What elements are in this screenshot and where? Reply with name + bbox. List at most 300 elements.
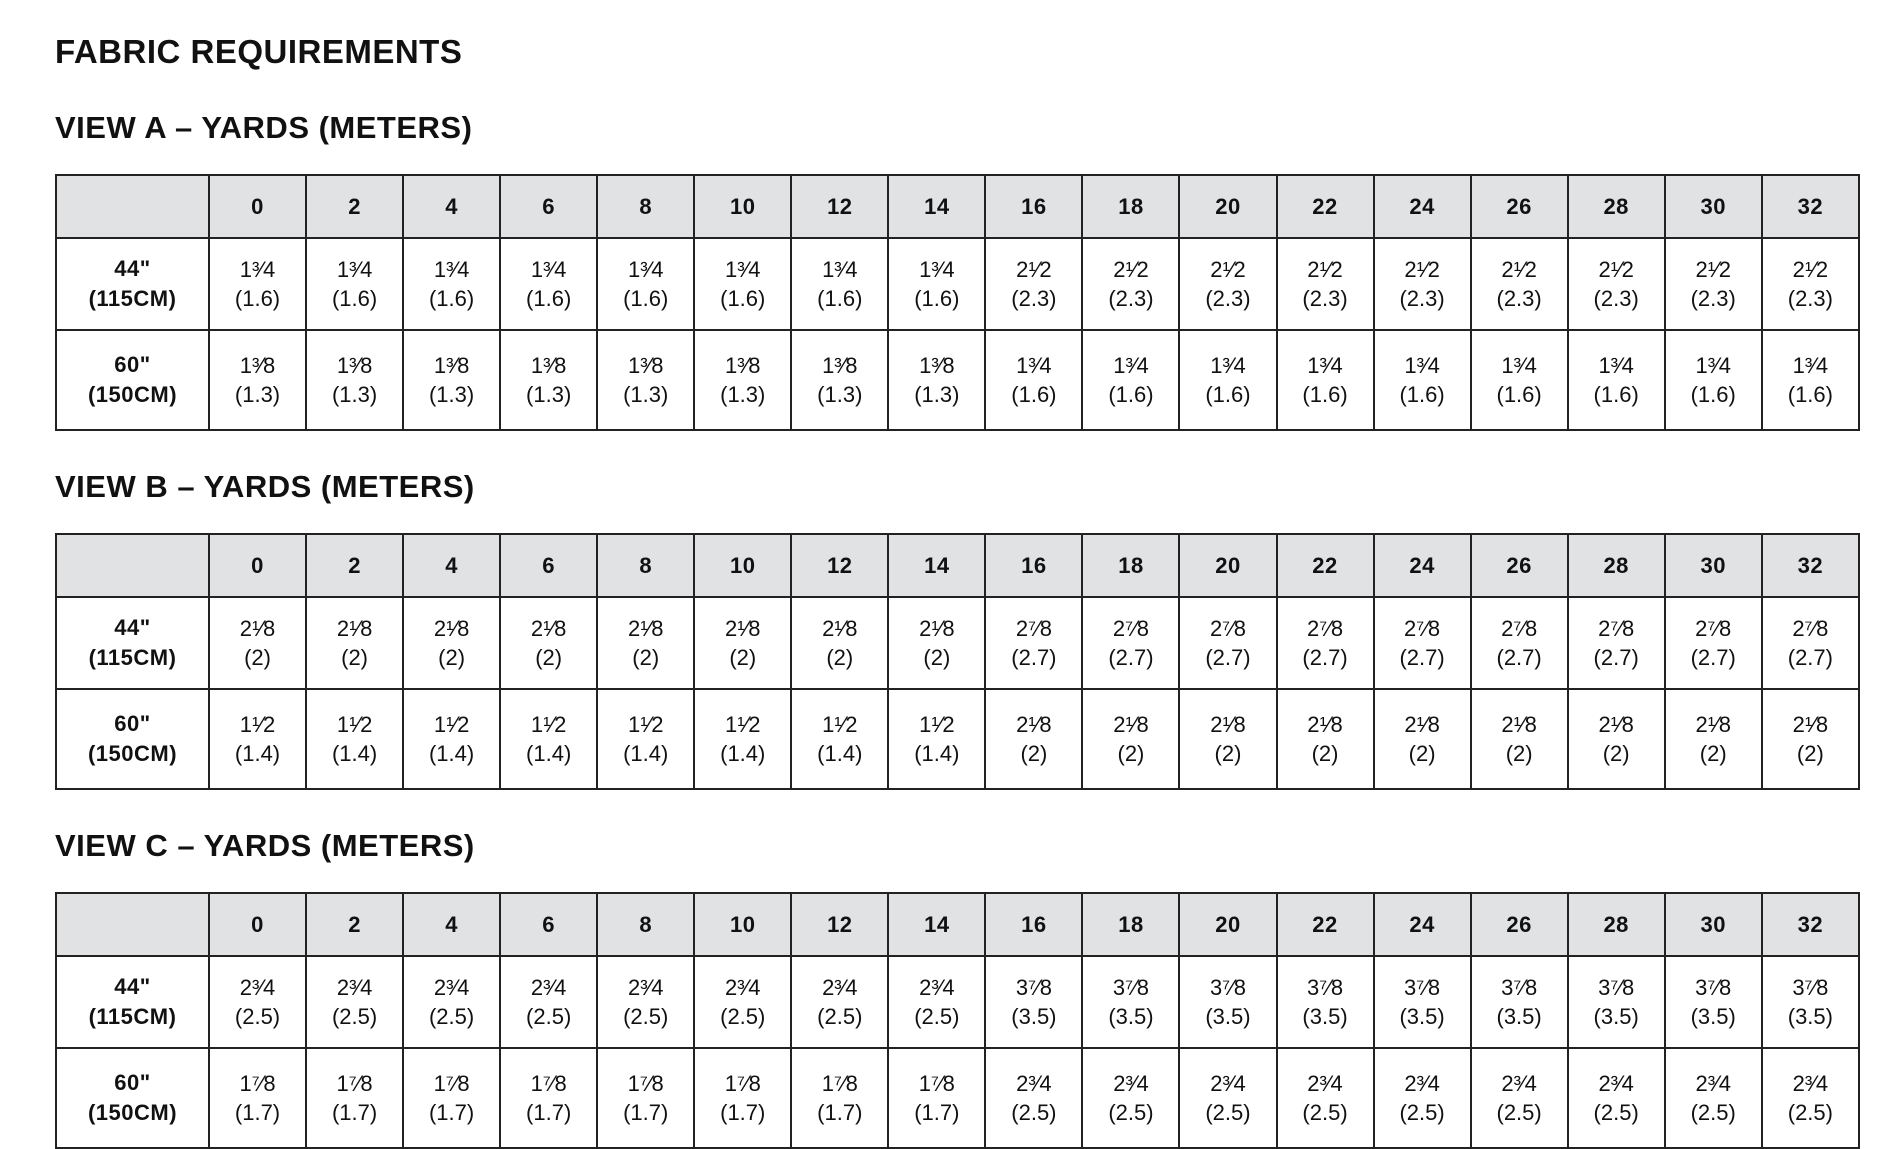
table-cell — [694, 238, 791, 330]
size-header: 14 — [888, 893, 985, 956]
table-cell — [985, 597, 1082, 689]
meters-value: (2) — [438, 645, 466, 670]
yards-value: 2¹⁄8 — [239, 616, 276, 641]
yards-value: 2³⁄4 — [1113, 1071, 1149, 1096]
table-cell — [1082, 956, 1179, 1048]
size-header: 30 — [1665, 175, 1762, 238]
yards-value: 1³⁄4 — [725, 257, 761, 282]
yards-value: 2¹⁄8 — [919, 616, 955, 641]
meters-value: (2) — [729, 645, 757, 670]
yards-value: 1³⁄4 — [336, 257, 373, 282]
page-title: FABRIC REQUIREMENTS — [55, 33, 463, 70]
size-header: 18 — [1082, 175, 1179, 238]
yards-value: 2³⁄4 — [239, 975, 276, 1000]
size-header: 0 — [209, 893, 306, 956]
meters-value: (2) — [1505, 741, 1533, 766]
width-cm: (150CM) — [87, 741, 178, 766]
meters-value: (1.3) — [817, 382, 863, 407]
meters-value: (1.6) — [623, 286, 669, 311]
yards-value: 1³⁄4 — [822, 257, 858, 282]
yards-value: 1³⁄4 — [433, 257, 470, 282]
meters-value: (2.5) — [817, 1004, 863, 1029]
meters-value: (2.7) — [1690, 645, 1736, 670]
yards-value: 2³⁄4 — [1016, 1071, 1052, 1096]
meters-value: (3.5) — [1108, 1004, 1154, 1029]
yards-value: 2³⁄4 — [1598, 1071, 1634, 1096]
meters-value: (2.3) — [1011, 286, 1057, 311]
table-cell — [1082, 238, 1179, 330]
yards-value: 1³⁄4 — [1501, 353, 1537, 378]
width-cm: (150CM) — [87, 1100, 178, 1125]
width-inches: 60" — [114, 711, 151, 736]
meters-value: (1.3) — [428, 382, 475, 407]
table-cell — [209, 1048, 306, 1148]
table-cell — [306, 597, 403, 689]
size-header: 26 — [1471, 175, 1568, 238]
size-header: 10 — [694, 893, 791, 956]
yards-value: 2⁷⁄8 — [1792, 616, 1829, 641]
table-cell — [985, 330, 1082, 430]
size-header: 20 — [1179, 534, 1276, 597]
size-header: 10 — [694, 534, 791, 597]
yards-value: 3⁷⁄8 — [1306, 975, 1344, 1000]
fabric-width-label — [56, 1048, 209, 1148]
size-header: 32 — [1762, 534, 1859, 597]
view-section — [55, 826, 1860, 1149]
meters-value: (1.4) — [428, 741, 475, 766]
size-header: 2 — [306, 534, 403, 597]
meters-value: (1.3) — [331, 382, 378, 407]
meters-value: (2.5) — [1399, 1100, 1445, 1125]
yards-value: 2⁷⁄8 — [1306, 616, 1344, 641]
size-header: 20 — [1179, 175, 1276, 238]
width-cm: (115CM) — [88, 645, 177, 670]
yards-value: 1⁷⁄8 — [239, 1071, 276, 1096]
yards-value: 1⁷⁄8 — [627, 1071, 664, 1096]
table-cell — [1082, 689, 1179, 789]
table-cell — [694, 689, 791, 789]
yards-value: 2³⁄4 — [1792, 1071, 1829, 1096]
yards-value: 1¹⁄2 — [627, 712, 664, 737]
yards-value: 2⁷⁄8 — [1404, 616, 1441, 641]
meters-value: (1.7) — [234, 1100, 281, 1125]
fabric-requirements-page — [55, 30, 1860, 1149]
yards-value: 2¹⁄2 — [1113, 257, 1149, 282]
yards-value: 2¹⁄8 — [1792, 712, 1829, 737]
table-cell — [403, 956, 500, 1048]
table-cell — [1471, 1048, 1568, 1148]
size-header: 28 — [1568, 175, 1665, 238]
yards-value: 2¹⁄8 — [1210, 712, 1246, 737]
table-cell — [1471, 597, 1568, 689]
yards-value: 1³⁄4 — [1598, 353, 1634, 378]
meters-value: (3.5) — [1787, 1004, 1833, 1029]
view-title: VIEW A – YARDS (METERS) — [55, 110, 473, 145]
meters-value: (3.5) — [1593, 1004, 1639, 1029]
table-row — [56, 1048, 1859, 1148]
table-cell — [985, 956, 1082, 1048]
width-inches: 60" — [114, 352, 151, 377]
yards-value: 2³⁄4 — [1210, 1071, 1246, 1096]
yards-value: 2³⁄4 — [1307, 1071, 1343, 1096]
meters-value: (2.3) — [1302, 286, 1348, 311]
size-header: 12 — [791, 893, 888, 956]
table-cell — [888, 238, 985, 330]
yards-value: 1³⁄4 — [1307, 353, 1343, 378]
view-section — [55, 108, 1860, 431]
view-title: VIEW B – YARDS (METERS) — [55, 469, 475, 504]
table-cell — [1277, 956, 1374, 1048]
table-cell — [1179, 956, 1276, 1048]
table-cell — [500, 597, 597, 689]
meters-value: (3.5) — [1496, 1004, 1542, 1029]
meters-value: (3.5) — [1399, 1004, 1445, 1029]
meters-value: (2) — [1020, 741, 1048, 766]
yards-value: 1⁷⁄8 — [530, 1071, 567, 1096]
meters-value: (2.7) — [1787, 645, 1833, 670]
table-cell — [1471, 238, 1568, 330]
table-cell — [597, 689, 694, 789]
width-cm: (150CM) — [87, 382, 178, 407]
table-row — [56, 597, 1859, 689]
table-cell — [791, 238, 888, 330]
size-header: 4 — [403, 534, 500, 597]
meters-value: (2.5) — [1205, 1100, 1251, 1125]
fabric-width-label — [56, 597, 209, 689]
meters-value: (2) — [244, 645, 271, 670]
table-cell — [1762, 956, 1859, 1048]
meters-value: (2) — [341, 645, 369, 670]
table-cell — [1082, 597, 1179, 689]
fabric-width-label — [56, 689, 209, 789]
table-cell — [1665, 330, 1762, 430]
meters-value: (2) — [1408, 741, 1436, 766]
view-section — [55, 467, 1860, 790]
table-cell — [888, 330, 985, 430]
size-header: 22 — [1277, 175, 1374, 238]
meters-value: (1.6) — [1787, 382, 1833, 407]
table-cell — [597, 330, 694, 430]
yards-value: 2⁷⁄8 — [1501, 616, 1538, 641]
yards-value: 1¹⁄2 — [919, 712, 955, 737]
table-cell — [888, 597, 985, 689]
table-cell — [1665, 238, 1762, 330]
yards-value: 1³⁄8 — [725, 353, 761, 378]
table-cell — [1665, 956, 1762, 1048]
table-cell — [1179, 689, 1276, 789]
size-header-row — [56, 534, 1859, 597]
meters-value: (2.5) — [1690, 1100, 1736, 1125]
yards-value: 2¹⁄2 — [1016, 257, 1052, 282]
yards-value: 2¹⁄8 — [1016, 712, 1052, 737]
table-cell — [888, 1048, 985, 1148]
fabric-table — [55, 174, 1860, 431]
meters-value: (2) — [535, 645, 563, 670]
table-cell — [209, 238, 306, 330]
table-cell — [1762, 689, 1859, 789]
yards-value: 2¹⁄8 — [336, 616, 373, 641]
table-cell — [791, 1048, 888, 1148]
yards-value: 1³⁄4 — [530, 257, 567, 282]
table-cell — [1277, 597, 1374, 689]
meters-value: (2) — [1699, 741, 1727, 766]
yards-value: 1³⁄8 — [433, 353, 470, 378]
meters-value: (2.7) — [1205, 645, 1251, 670]
meters-value: (2.5) — [720, 1004, 766, 1029]
table-cell — [791, 330, 888, 430]
meters-value: (1.6) — [1690, 382, 1736, 407]
meters-value: (2.5) — [1787, 1100, 1833, 1125]
meters-value: (1.7) — [817, 1100, 863, 1125]
meters-value: (2.7) — [1593, 645, 1639, 670]
size-header: 8 — [597, 534, 694, 597]
yards-value: 1³⁄8 — [239, 353, 276, 378]
yards-value: 2⁷⁄8 — [1112, 616, 1149, 641]
meters-value: (1.6) — [817, 286, 863, 311]
meters-value: (3.5) — [1690, 1004, 1736, 1029]
meters-value: (1.6) — [234, 286, 281, 311]
yards-value: 2³⁄4 — [1501, 1071, 1537, 1096]
meters-value: (2.7) — [1302, 645, 1348, 670]
table-cell — [1762, 597, 1859, 689]
meters-value: (2.5) — [914, 1004, 960, 1029]
table-cell — [500, 330, 597, 430]
header-corner-cell — [56, 893, 209, 956]
size-header: 0 — [209, 175, 306, 238]
meters-value: (1.4) — [817, 741, 863, 766]
meters-value: (2.7) — [1011, 645, 1057, 670]
yards-value: 2⁷⁄8 — [1015, 616, 1052, 641]
meters-value: (2.5) — [331, 1004, 378, 1029]
meters-value: (1.7) — [914, 1100, 960, 1125]
meters-value: (2) — [632, 645, 660, 670]
table-cell — [1374, 238, 1471, 330]
table-cell — [1179, 330, 1276, 430]
table-cell — [1568, 238, 1665, 330]
yards-value: 2¹⁄8 — [1598, 712, 1634, 737]
table-cell — [1277, 238, 1374, 330]
table-cell — [597, 238, 694, 330]
meters-value: (1.4) — [623, 741, 669, 766]
table-cell — [1568, 1048, 1665, 1148]
meters-value: (1.7) — [428, 1100, 475, 1125]
size-header: 22 — [1277, 893, 1374, 956]
size-header: 0 — [209, 534, 306, 597]
yards-value: 3⁷⁄8 — [1792, 975, 1829, 1000]
size-header: 16 — [985, 893, 1082, 956]
yards-value: 3⁷⁄8 — [1404, 975, 1441, 1000]
yards-value: 1¹⁄2 — [822, 712, 858, 737]
table-row — [56, 689, 1859, 789]
yards-value: 2¹⁄8 — [433, 616, 470, 641]
fabric-width-label — [56, 238, 209, 330]
size-header: 2 — [306, 175, 403, 238]
yards-value: 2¹⁄8 — [1307, 712, 1343, 737]
size-header: 14 — [888, 175, 985, 238]
meters-value: (1.6) — [1593, 382, 1639, 407]
yards-value: 1⁷⁄8 — [918, 1071, 955, 1096]
meters-value: (2.5) — [234, 1004, 281, 1029]
yards-value: 1¹⁄2 — [530, 712, 567, 737]
yards-value: 2³⁄4 — [1404, 1071, 1440, 1096]
size-header: 8 — [597, 893, 694, 956]
yards-value: 2¹⁄8 — [822, 616, 858, 641]
meters-value: (2) — [1311, 741, 1339, 766]
meters-value: (2) — [1214, 741, 1242, 766]
view-title: VIEW C – YARDS (METERS) — [55, 828, 475, 863]
width-inches: 44" — [114, 974, 151, 999]
table-cell — [1374, 1048, 1471, 1148]
yards-value: 1³⁄8 — [822, 353, 858, 378]
width-cm: (115CM) — [88, 1004, 177, 1029]
table-cell — [1471, 689, 1568, 789]
size-header: 6 — [500, 893, 597, 956]
yards-value: 2¹⁄2 — [1404, 257, 1440, 282]
size-header: 18 — [1082, 534, 1179, 597]
yards-value: 2³⁄4 — [433, 975, 470, 1000]
size-header: 22 — [1277, 534, 1374, 597]
table-cell — [306, 689, 403, 789]
header-corner-cell — [56, 175, 209, 238]
meters-value: (2.3) — [1399, 286, 1445, 311]
yards-value: 2³⁄4 — [530, 975, 567, 1000]
table-cell — [403, 1048, 500, 1148]
meters-value: (1.3) — [914, 382, 960, 407]
meters-value: (1.7) — [331, 1100, 378, 1125]
table-cell — [1374, 689, 1471, 789]
table-cell — [1082, 330, 1179, 430]
yards-value: 2¹⁄2 — [1598, 257, 1634, 282]
table-cell — [1665, 689, 1762, 789]
yards-value: 3⁷⁄8 — [1209, 975, 1247, 1000]
size-header: 24 — [1374, 175, 1471, 238]
table-cell — [209, 689, 306, 789]
meters-value: (2) — [1117, 741, 1145, 766]
table-cell — [985, 238, 1082, 330]
table-cell — [1277, 689, 1374, 789]
table-cell — [500, 689, 597, 789]
yards-value: 2¹⁄8 — [1113, 712, 1149, 737]
meters-value: (1.4) — [526, 741, 572, 766]
size-header: 16 — [985, 175, 1082, 238]
table-cell — [1568, 689, 1665, 789]
table-cell — [306, 238, 403, 330]
table-cell — [1277, 1048, 1374, 1148]
yards-value: 2¹⁄2 — [1695, 257, 1731, 282]
size-header: 30 — [1665, 534, 1762, 597]
size-header: 26 — [1471, 534, 1568, 597]
size-header: 26 — [1471, 893, 1568, 956]
meters-value: (1.3) — [720, 382, 766, 407]
meters-value: (2.3) — [1108, 286, 1154, 311]
meters-value: (2.5) — [1011, 1100, 1057, 1125]
size-header: 32 — [1762, 175, 1859, 238]
size-header: 4 — [403, 893, 500, 956]
table-cell — [1568, 330, 1665, 430]
yards-value: 1³⁄8 — [627, 353, 664, 378]
meters-value: (1.6) — [1108, 382, 1154, 407]
meters-value: (1.4) — [914, 741, 960, 766]
table-cell — [1374, 597, 1471, 689]
meters-value: (2) — [923, 645, 951, 670]
table-cell — [694, 597, 791, 689]
yards-value: 1⁷⁄8 — [336, 1071, 373, 1096]
table-row — [56, 956, 1859, 1048]
table-cell — [791, 956, 888, 1048]
fabric-width-label — [56, 330, 209, 430]
table-cell — [1762, 330, 1859, 430]
meters-value: (1.6) — [1302, 382, 1348, 407]
yards-value: 2⁷⁄8 — [1695, 616, 1732, 641]
yards-value: 3⁷⁄8 — [1501, 975, 1538, 1000]
meters-value: (1.4) — [720, 741, 766, 766]
meters-value: (2.3) — [1690, 286, 1736, 311]
table-cell — [694, 330, 791, 430]
size-header: 24 — [1374, 893, 1471, 956]
size-header: 14 — [888, 534, 985, 597]
size-header: 6 — [500, 534, 597, 597]
table-cell — [403, 238, 500, 330]
meters-value: (1.4) — [331, 741, 378, 766]
yards-value: 1³⁄4 — [627, 257, 664, 282]
size-header: 4 — [403, 175, 500, 238]
yards-value: 1³⁄4 — [1695, 353, 1731, 378]
meters-value: (3.5) — [1302, 1004, 1348, 1029]
meters-value: (2.3) — [1593, 286, 1639, 311]
table-cell — [209, 597, 306, 689]
meters-value: (2.5) — [1302, 1100, 1348, 1125]
yards-value: 1⁷⁄8 — [433, 1071, 470, 1096]
table-cell — [1665, 1048, 1762, 1148]
table-cell — [306, 1048, 403, 1148]
table-cell — [403, 689, 500, 789]
table-cell — [306, 330, 403, 430]
yards-value: 1³⁄4 — [1404, 353, 1440, 378]
meters-value: (2.3) — [1205, 286, 1251, 311]
fabric-table — [55, 533, 1860, 790]
meters-value: (1.6) — [428, 286, 475, 311]
meters-value: (2) — [1602, 741, 1630, 766]
yards-value: 1¹⁄2 — [725, 712, 761, 737]
table-cell — [1179, 238, 1276, 330]
size-header: 12 — [791, 534, 888, 597]
meters-value: (3.5) — [1011, 1004, 1057, 1029]
meters-value: (1.6) — [526, 286, 572, 311]
yards-value: 1³⁄8 — [530, 353, 567, 378]
width-inches: 60" — [114, 1070, 151, 1095]
yards-value: 3⁷⁄8 — [1015, 975, 1052, 1000]
views-container — [55, 108, 1860, 1149]
table-cell — [403, 597, 500, 689]
fabric-table — [55, 892, 1860, 1149]
table-cell — [306, 956, 403, 1048]
size-header: 28 — [1568, 534, 1665, 597]
yards-value: 2³⁄4 — [336, 975, 373, 1000]
size-header: 2 — [306, 893, 403, 956]
table-cell — [985, 689, 1082, 789]
meters-value: (2.7) — [1496, 645, 1542, 670]
yards-value: 3⁷⁄8 — [1695, 975, 1732, 1000]
size-header: 32 — [1762, 893, 1859, 956]
table-cell — [888, 689, 985, 789]
meters-value: (1.7) — [623, 1100, 669, 1125]
meters-value: (1.6) — [720, 286, 766, 311]
yards-value: 1⁷⁄8 — [821, 1071, 858, 1096]
table-cell — [1471, 330, 1568, 430]
table-cell — [209, 330, 306, 430]
meters-value: (1.7) — [720, 1100, 766, 1125]
table-cell — [1568, 597, 1665, 689]
